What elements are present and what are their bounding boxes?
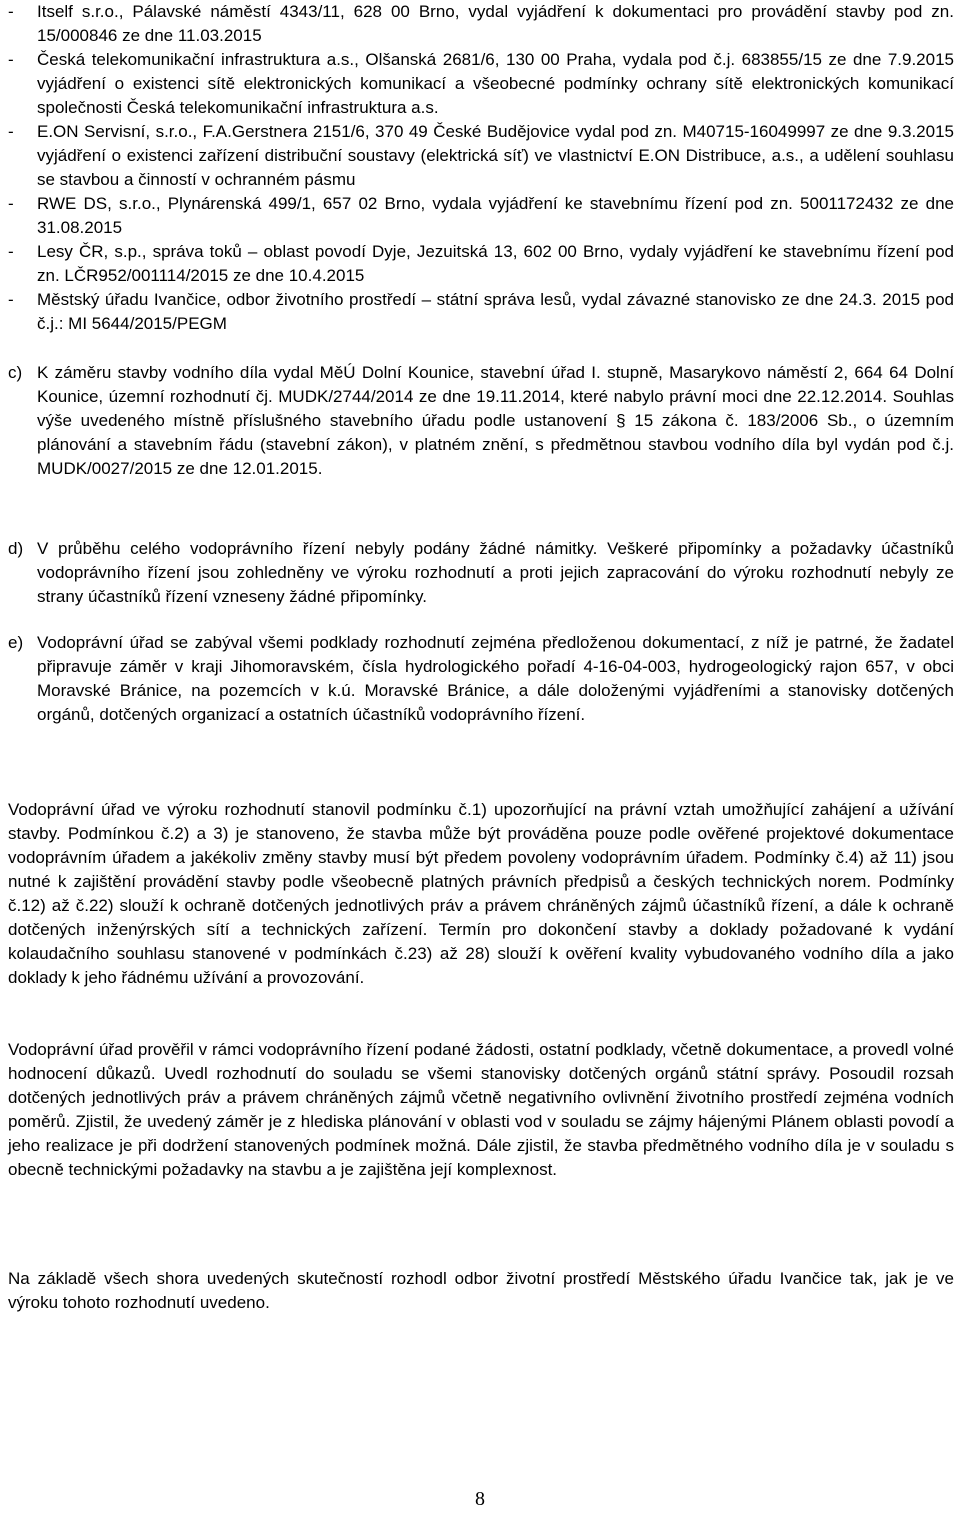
list-item-text: Česká telekomunikační infrastruktura a.s., Olšanská 2681/6, 130 00 Praha, vydala pod č.j. 683855/15 ze dne 7.9.2015 vyjádření o existenci sítě elektronických komunikací a všeobecné podmínky ochrany sítě elektronických komunikací společnosti Česká telekomunikační infrastruktura a.s. — [37, 50, 954, 117]
section-letter: d) — [8, 539, 24, 558]
opinions-list — [8, 0, 954, 336]
section-text: K záměru stavby vodního díla vydal MěÚ Dolní Kounice, stavební úřad I. stupně, Masarykovo náměstí 2, 664 64 Dolní Kounice, územní rozhodnutí čj. MUDK/2744/2014 ze dne 19.11.2014, které nabylo právní moci dne 22.12.2014. Souhlas výše uvedeného místně příslušného stavebního úřadu podle ustanovení § 15 zákona č. 183/2006 Sb., o územním plánování a stavebním řádu (stavební zákon), v platném znění, s předmětnou stavbou vodního díla byl vydán pod č.j. MUDK/0027/2015 ze dne 12.01.2015. — [37, 363, 954, 478]
section-c — [8, 361, 954, 481]
page-number: 8 — [475, 1488, 485, 1510]
list-item — [8, 48, 954, 120]
list-item — [8, 0, 954, 48]
list-item — [8, 240, 954, 288]
list-dash: - — [8, 2, 14, 21]
list-dash: - — [8, 194, 14, 213]
list-dash: - — [8, 50, 14, 69]
section-text: V průběhu celého vodoprávního řízení nebyly podány žádné námitky. Veškeré připomínky a požadavky účastníků vodoprávního řízení jsou zohledněny ve výroku rozhodnutí a proti jejich zapracování do výroku rozhodnutí nebyly ze strany účastníků řízení vzneseny žádné připomínky. — [37, 539, 954, 606]
section-e — [8, 631, 954, 727]
list-item-text: Lesy ČR, s.p., správa toků – oblast povodí Dyje, Jezuitská 13, 602 00 Brno, vydaly vyjádření ke stavebnímu řízení pod zn. LČR952/001114/2015 ze dne 10.4.2015 — [37, 242, 954, 285]
list-item-text: E.ON Servisní, s.r.o., F.A.Gerstnera 2151/6, 370 49 České Budějovice vydal pod zn. M40715-16049997 ze dne 9.3.2015 vyjádření o existenci zařízení distribuční soustavy (elektrická síť) ve vlastnictví E.ON Distribuce, a.s., a udělení souhlasu se stavbou a činností v ochranném pásmu — [37, 122, 954, 189]
section-d — [8, 537, 954, 609]
list-dash: - — [8, 242, 14, 261]
section-letter: c) — [8, 363, 23, 382]
list-item-text: RWE DS, s.r.o., Plynárenská 499/1, 657 02 Brno, vydala vyjádření ke stavebnímu řízení pod zn. 5001172432 ze dne 31.08.2015 — [37, 194, 954, 237]
list-item-text: Itself s.r.o., Pálavské náměstí 4343/11, 628 00 Brno, vydal vyjádření k dokumentaci pro provádění stavby pod zn. 15/000846 ze dne 11.03.2015 — [37, 2, 954, 45]
list-item — [8, 192, 954, 240]
list-item — [8, 288, 954, 336]
list-item — [8, 120, 954, 192]
reasoning-paragraph-review: Vodoprávní úřad prověřil v rámci vodoprávního řízení podané žádosti, ostatní podklady, včetně dokumentace, a provedl volné hodnocení důkazů. Uvedl rozhodnutí do souladu se všemi stanovisky dotčených orgánů státní správy. Posoudil rozsah dotčených jednotlivých práv a právem chráněných zájmů včetně negativního ovlivnění životního prostředí zejména vodních poměrů. Zjistil, že uvedený záměr je z hlediska plánování v oblasti vod v souladu se zájmy hájenými Plánem oblasti povodí a jeho realizace je při dodržení stanovených podmínek možná. Dále zjistil, že stavba předmětného vodního díla je v souladu s obecně technickými požadavky na stavbu a je zajištěna její komplexnost. — [8, 1040, 954, 1179]
list-item-text: Městský úřadu Ivančice, odbor životního prostředí – státní správa lesů, vydal závazné stanovisko ze dne 24.3. 2015 pod č.j.: MI 5644/2015/PEGM — [37, 290, 954, 333]
list-dash: - — [8, 122, 14, 141]
list-dash: - — [8, 290, 14, 309]
section-text: Vodoprávní úřad se zabýval všemi podklady rozhodnutí zejména předloženou dokumentací, z níž je patrné, že žadatel připravuje záměr v kraji Jihomoravském, čísla hydrologického pořadí 4-16-04-003, hydrogeologický rajon 657, v obci Moravské Bránice, na pozemcích v k.ú. Moravské Bránice, a dále doloženými vyjádřeními a stanovisky dotčených orgánů, dotčených organizací a ostatních účastníků vodoprávního řízení. — [37, 633, 954, 724]
reasoning-paragraph-conditions: Vodoprávní úřad ve výroku rozhodnutí stanovil podmínku č.1) upozorňující na právní vztah umožňující zahájení a užívání stavby. Podmínkou č.2) a 3) je stanoveno, že stavba může být prováděna pouze podle ověřené projektové dokumentace vodoprávním úřadem a jakékoliv změny stavby musí být předem povoleny vodoprávním úřadem. Podmínky č.4) až 11) jsou nutné k zajištění provádění stavby podle všeobecně platných právních předpisů a českých technických norem. Podmínky č.12) až č.22) slouží k ochraně dotčených jednotlivých práv a právem chráněných zájmů účastníků řízení, a dále k ochraně dotčených inženýrských sítí a technických zařízení. Termín pro dokončení stavby a doklady požadované k vydání kolaudačního souhlasu stanovené v podmínkách č.23) až 28) slouží k ověření kvality vybudovaného vodního díla a jako doklady k jeho řádnému užívání a provozování. — [8, 800, 954, 987]
section-letter: e) — [8, 633, 24, 652]
conclusion-paragraph: Na základě všech shora uvedených skutečností rozhodl odbor životní prostředí Městského úřadu Ivančice tak, jak je ve výroku tohoto rozhodnutí uvedeno. — [8, 1269, 954, 1312]
